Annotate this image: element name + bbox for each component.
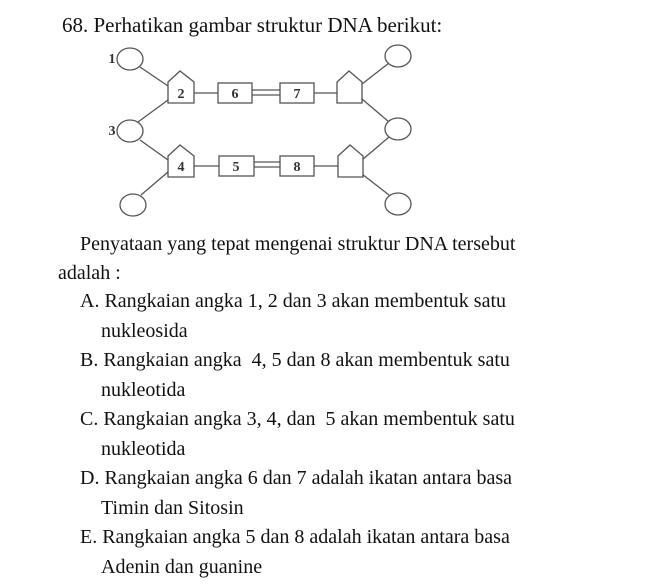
option-text-cont: nukleotida xyxy=(101,437,186,460)
option-text: Rangkaian angka 4, 5 dan 8 akan membentuk satu xyxy=(103,349,510,371)
label-8: 8 xyxy=(293,160,301,175)
phosphate-1-circle xyxy=(117,48,143,70)
option-text: Rangkaian angka 3, 4, dan 5 akan membentuk satu xyxy=(103,408,515,430)
label-5: 5 xyxy=(232,160,240,175)
question-stem-line1: Penyataan yang tepat mengenai struktur DNA tersebut xyxy=(80,233,516,255)
answer-options xyxy=(80,287,515,582)
label-7: 7 xyxy=(293,87,301,102)
label-3: 3 xyxy=(108,124,116,139)
dna-structure-diagram xyxy=(100,42,430,227)
phosphate-3-circle xyxy=(117,120,143,142)
option-e[interactable] xyxy=(80,523,515,582)
option-text-cont: Timin dan Sitosin xyxy=(101,496,244,519)
option-a[interactable] xyxy=(80,287,515,346)
option-text: Rangkaian angka 6 dan 7 adalah ikatan antara basa xyxy=(104,467,513,489)
option-text: Rangkaian angka 1, 2 dan 3 akan membentuk satu xyxy=(104,290,507,312)
label-4: 4 xyxy=(177,160,185,175)
option-d[interactable] xyxy=(80,464,515,523)
label-2: 2 xyxy=(177,87,185,102)
question-title xyxy=(62,12,442,38)
option-text-cont: nukleotida xyxy=(101,378,186,401)
option-c[interactable] xyxy=(80,405,515,464)
option-text: Rangkaian angka 5 dan 8 adalah ikatan antara basa xyxy=(102,526,510,548)
question-text: Perhatikan gambar struktur DNA berikut: xyxy=(93,13,443,37)
option-text-cont: nukleosida xyxy=(101,319,188,342)
option-b[interactable] xyxy=(80,346,515,405)
label-6: 6 xyxy=(231,87,239,102)
question-number: 68. xyxy=(62,13,89,37)
option-letter: D. xyxy=(80,467,100,489)
option-letter: A. xyxy=(80,290,100,312)
option-letter: B. xyxy=(80,349,99,371)
question-stem-line2: adalah : xyxy=(58,262,121,284)
option-letter: E. xyxy=(80,526,98,548)
label-1: 1 xyxy=(108,52,116,67)
option-letter: C. xyxy=(80,408,99,430)
option-text-cont: Adenin dan guanine xyxy=(101,555,263,578)
